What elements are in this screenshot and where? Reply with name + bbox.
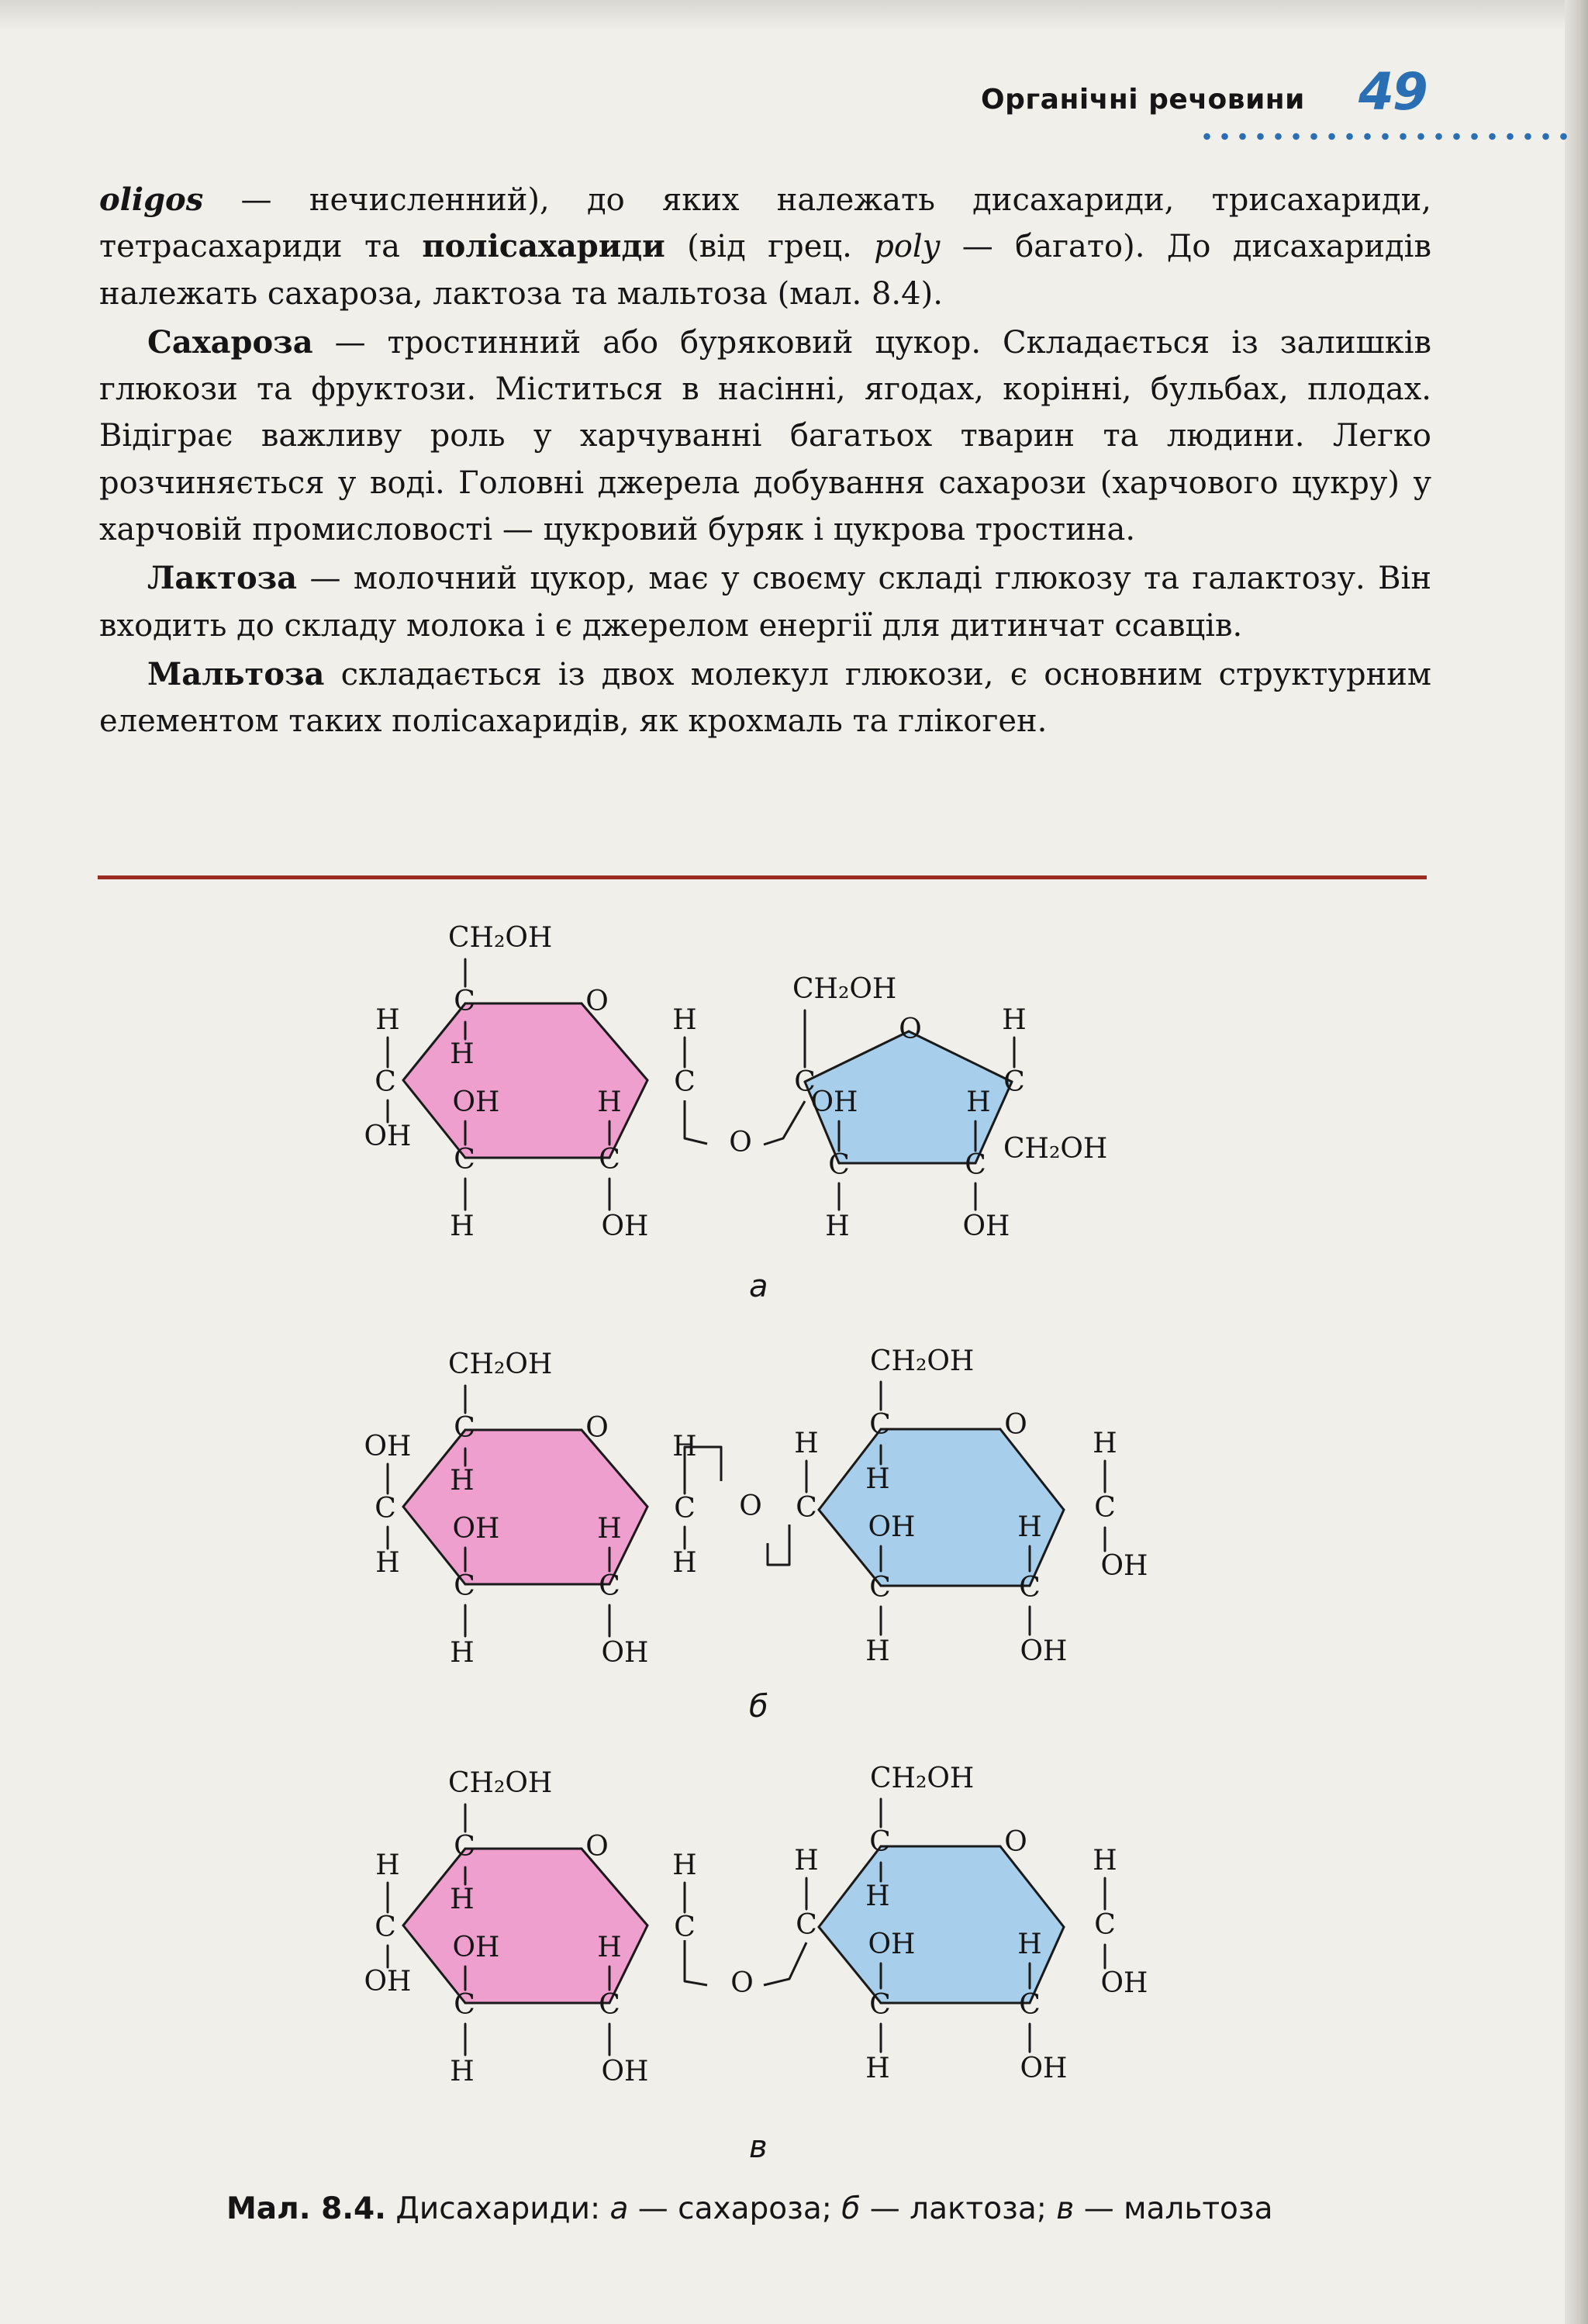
atom-label: H [865,1635,890,1667]
caption-a: а [609,2191,629,2226]
atom-label: H [672,1004,697,1036]
atom-label: O [1004,1409,1027,1441]
atom-label: O [585,1831,609,1863]
atom-label: C [869,1572,891,1604]
atom-label: H [450,2056,475,2087]
text-segment: полісахариди [422,228,665,265]
text-segment: Сахароза [147,323,313,361]
atom-label: H [672,1849,697,1881]
atom-label: C [796,1909,817,1941]
text-segment: oligos [99,181,204,218]
atom-label: CH₂OH [448,922,553,954]
atom-label: H [865,2053,890,2084]
bond-line [764,1942,806,1985]
atom-label: C [796,1492,817,1524]
atom-label: C [674,1066,696,1098]
caption-b-text: — лактоза; [860,2191,1057,2226]
atom-label: OH [452,1932,500,1963]
atom-label: OH [601,1210,649,1242]
atom-label: H [450,1038,475,1070]
atom-label: C [599,1570,620,1602]
atom-label: C [794,1066,816,1098]
atom-label: OH [601,2056,649,2087]
atom-label: OH [452,1513,500,1545]
atom-label: C [454,1412,475,1444]
atom-label: H [672,1547,697,1579]
caption-c-text: — мальтоза [1074,2191,1273,2226]
sugar-ring [819,1429,1064,1586]
atom-label: H [597,1086,622,1118]
atom-label: C [674,1493,696,1525]
atom-label: O [729,1127,752,1159]
atom-label: H [1093,1428,1117,1459]
caption-c: в [1056,2191,1075,2226]
atom-label: C [454,1831,475,1863]
atom-label: C [1019,1989,1041,2021]
atom-label: OH [868,1929,916,1960]
atom-label: O [1004,1826,1027,1858]
atom-label: H [450,1210,475,1242]
atom-label: C [869,1409,891,1441]
sugar-ring [403,1849,647,2003]
atom-label: CH₂OH [448,1767,553,1799]
atom-label: O [739,1490,762,1522]
atom-label: C [375,1066,396,1098]
caption-label: Мал. 8.4. [226,2191,386,2226]
page-number: 49 [1358,62,1427,122]
atom-label: H [1093,1845,1117,1877]
atom-label: H [450,1884,475,1915]
atom-label: O [585,986,609,1017]
sugar-ring [403,1430,647,1584]
bond-line [685,1940,707,1985]
bond-line [768,1525,789,1565]
atom-label: C [1003,1066,1025,1098]
atom-label: H [672,1431,697,1462]
atom-label: O [899,1014,922,1045]
atom-label: H [450,1465,475,1497]
atom-label: H [375,1849,400,1881]
sublabel-b: б [749,1689,768,1725]
bond-line [764,1101,805,1145]
atom-label: OH [1100,1550,1148,1582]
atom-label: CH₂OH [870,1345,975,1377]
atom-label: C [375,1493,396,1525]
atom-label: O [730,1967,754,1999]
caption-a-text: — сахароза; [628,2191,842,2226]
atom-label: OH [364,1966,412,1998]
atom-label: C [869,1826,891,1858]
atom-label: CH₂OH [448,1348,553,1380]
atom-label: H [966,1086,991,1118]
atom-label: O [585,1412,609,1444]
atom-label: C [965,1149,986,1181]
atom-label: C [1094,1492,1116,1524]
atom-label: H [865,1463,890,1495]
atom-label: OH [1100,1967,1148,1999]
atom-label: OH [962,1210,1010,1242]
atom-label: OH [364,1431,412,1462]
text-segment: складається із двох молекул глюкози, є основним структурним елементом таких полісахаридів, як крохмаль та глікоген. [99,656,1431,740]
atom-label: CH₂OH [870,1763,975,1794]
atom-label: H [450,1637,475,1669]
text-segment: poly [874,229,941,265]
atom-label: C [828,1149,850,1181]
atom-label: C [869,1989,891,2021]
caption-b: б [841,2191,861,2226]
atom-label: C [454,1144,475,1176]
sugar-ring [403,1003,647,1158]
atom-label: OH [364,1121,412,1152]
atom-label: CH₂OH [792,973,897,1005]
atom-label: H [1017,1511,1042,1543]
atom-label: C [454,1989,475,2021]
sublabel-c: в [749,2129,768,2165]
atom-label: C [599,1144,620,1176]
text-segment: — багато). До дисахаридів належать сахароза, лактоза та мальтоза (мал. 8.4). [99,229,1431,312]
section-header: Органічні речовини [981,84,1305,116]
figure-caption [226,2191,1273,2226]
text-segment: — нечисленний), до яких належать дисахариди, трисахариди, тетрасахариди та [99,182,1431,265]
text-segment: Мальтоза [147,655,325,692]
text-segment: — тростинний або буряковий цукор. Складається із залишків глюкози та фруктози. Міститься в насінні, ягодах, корінні, бульбах, плодах. Відіграє важливу роль у харчуванні багатьох тварин та людини. Легко розчиняється у воді. Головні джерела добування сахарози (харчового цукру) у харчовій промисловості — цукровий буряк і цукрова тростина. [99,324,1431,548]
atom-label: C [454,1570,475,1602]
atom-label: C [1094,1909,1116,1941]
atom-label: H [794,1845,819,1877]
sugar-ring [819,1846,1064,2003]
atom-label: OH [810,1086,858,1118]
atom-label: H [375,1547,400,1579]
atom-label: H [597,1513,622,1545]
atom-label: H [825,1210,850,1242]
atom-label: OH [601,1637,649,1669]
caption-text: Дисахариди: [386,2191,610,2226]
text-segment: — молочний цукор, має у своєму складі глюкозу та галактозу. Він входить до складу молока і є джерелом енергії для дитинчат ссавців. [99,561,1431,644]
atom-label: C [454,986,475,1017]
atom-label: H [375,1004,400,1036]
text-segment: Лактоза [147,560,298,597]
atom-label: C [674,1911,696,1943]
atom-label: CH₂OH [1003,1133,1108,1165]
atom-label: C [599,1989,620,2021]
atom-label: H [865,1880,890,1912]
atom-label: OH [1020,1635,1068,1667]
atom-label: H [597,1932,622,1963]
atom-label: C [375,1911,396,1943]
sublabel-a: а [749,1269,768,1304]
atom-label: OH [452,1086,500,1118]
atom-label: OH [1020,2053,1068,2084]
bond-line [685,1100,707,1144]
atom-label: H [1002,1004,1027,1036]
atom-label: OH [868,1511,916,1543]
text-segment: (від грец. [665,229,875,265]
atom-label: H [1017,1929,1042,1960]
atom-label: C [1019,1572,1041,1604]
atom-label: H [794,1428,819,1459]
